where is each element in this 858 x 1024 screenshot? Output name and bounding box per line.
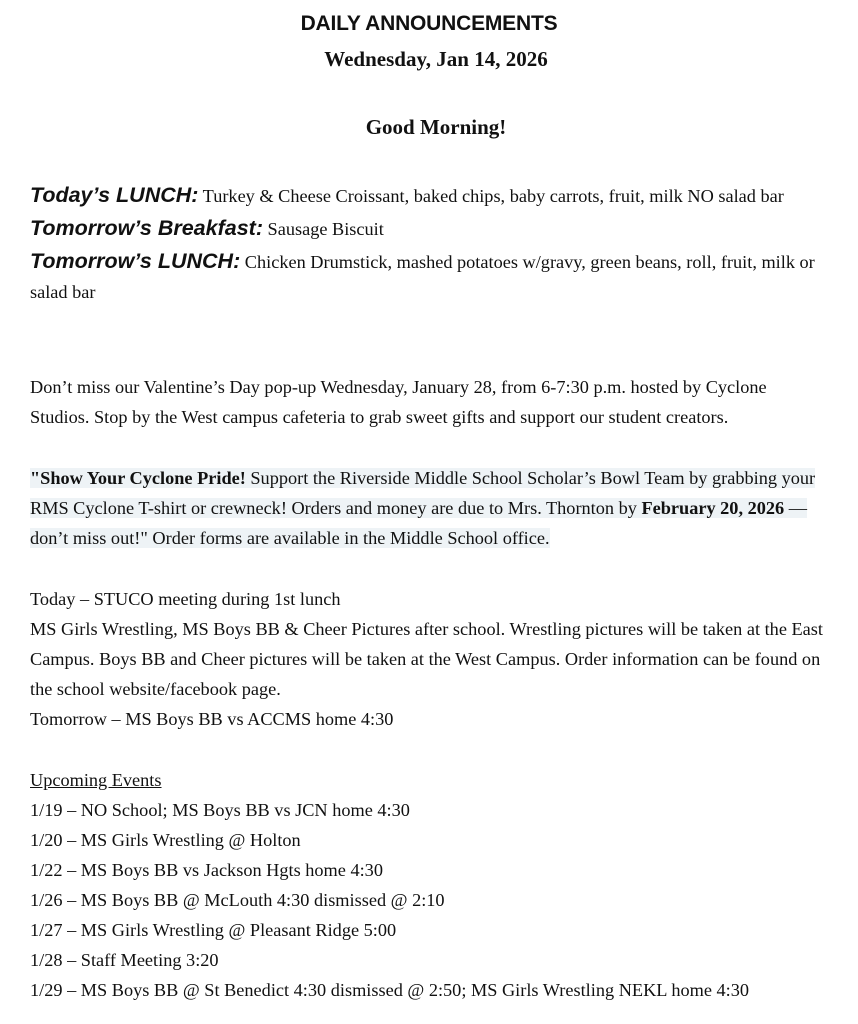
pride-highlight <box>30 468 815 548</box>
pride-text-1: Support the Riverside Middle School Scholar’s Bowl Team by grabbing your RMS Cyclone T-shirt or crewneck! Orders and money are due to Mrs. Thornton by <box>30 468 816 518</box>
tomorrow-lunch <box>30 246 830 307</box>
tomorrow-breakfast-text: Sausage Biscuit <box>262 219 384 239</box>
greeting: Good Morning! <box>365 115 507 139</box>
today-lunch-text: Turkey & Cheese Croissant, baked chips, baby carrots, fruit, milk NO salad bar <box>198 186 784 206</box>
today-lunch <box>30 180 830 211</box>
event-item: 1/22 – MS Boys BB vs Jackson Hgts home 4:30 <box>30 860 383 880</box>
today-line: Today – STUCO meeting during 1st lunch <box>30 589 341 609</box>
event-item: 1/26 – MS Boys BB @ McLouth 4:30 dismissed @ 2:10 <box>30 890 445 910</box>
page-title: DAILY ANNOUNCEMENTS <box>300 12 558 35</box>
pride-text-2: — don’t miss out!" Order forms are available in the Middle School office. <box>30 498 808 548</box>
tomorrow-lunch-label: Tomorrow’s LUNCH: <box>30 249 241 273</box>
today-lunch-label: Today’s LUNCH: <box>30 183 199 207</box>
event-item: 1/29 – MS Boys BB @ St Benedict 4:30 dismissed @ 2:50; MS Girls Wrestling NEKL home 4:30 <box>30 980 750 1000</box>
tomorrow-lunch-text: Chicken Drumstick, mashed potatoes w/gravy, green beans, roll, fruit, milk or salad bar <box>30 252 815 302</box>
tomorrow-breakfast <box>30 213 830 244</box>
event-item: 1/27 – MS Girls Wrestling @ Pleasant Ridge 5:00 <box>30 920 397 940</box>
today-section <box>30 584 830 734</box>
event-item: 1/19 – NO School; MS Boys BB vs JCN home 4:30 <box>30 800 410 820</box>
pride-due-date: February 20, 2026 <box>641 498 785 518</box>
event-item: 1/28 – Staff Meeting 3:20 <box>30 950 219 970</box>
today-line: MS Girls Wrestling, MS Boys BB & Cheer Pictures after school. Wrestling pictures will be taken at the East Campus. Boys BB and Cheer pictures will be taken at the West Campus. Order information can be found on the school website/facebook page. <box>30 619 823 699</box>
event-item: 1/20 – MS Girls Wrestling @ Holton <box>30 830 301 850</box>
upcoming-events-heading: Upcoming Events <box>30 770 162 790</box>
tomorrow-breakfast-label: Tomorrow’s Breakfast: <box>30 216 263 240</box>
pride-announcement <box>30 463 830 553</box>
pride-heading: "Show Your Cyclone Pride! <box>30 468 246 488</box>
announcement-date: Wednesday, Jan 14, 2026 <box>324 47 548 71</box>
upcoming-events-section <box>30 765 830 1005</box>
today-line: Tomorrow – MS Boys BB vs ACCMS home 4:30 <box>30 709 394 729</box>
menu-section <box>30 180 830 307</box>
valentine-announcement: Don’t miss our Valentine’s Day pop-up Wednesday, January 28, from 6-7:30 p.m. hosted by Cyclone Studios. Stop by the West campus cafeteria to grab sweet gifts and support our student creators. <box>30 377 767 427</box>
